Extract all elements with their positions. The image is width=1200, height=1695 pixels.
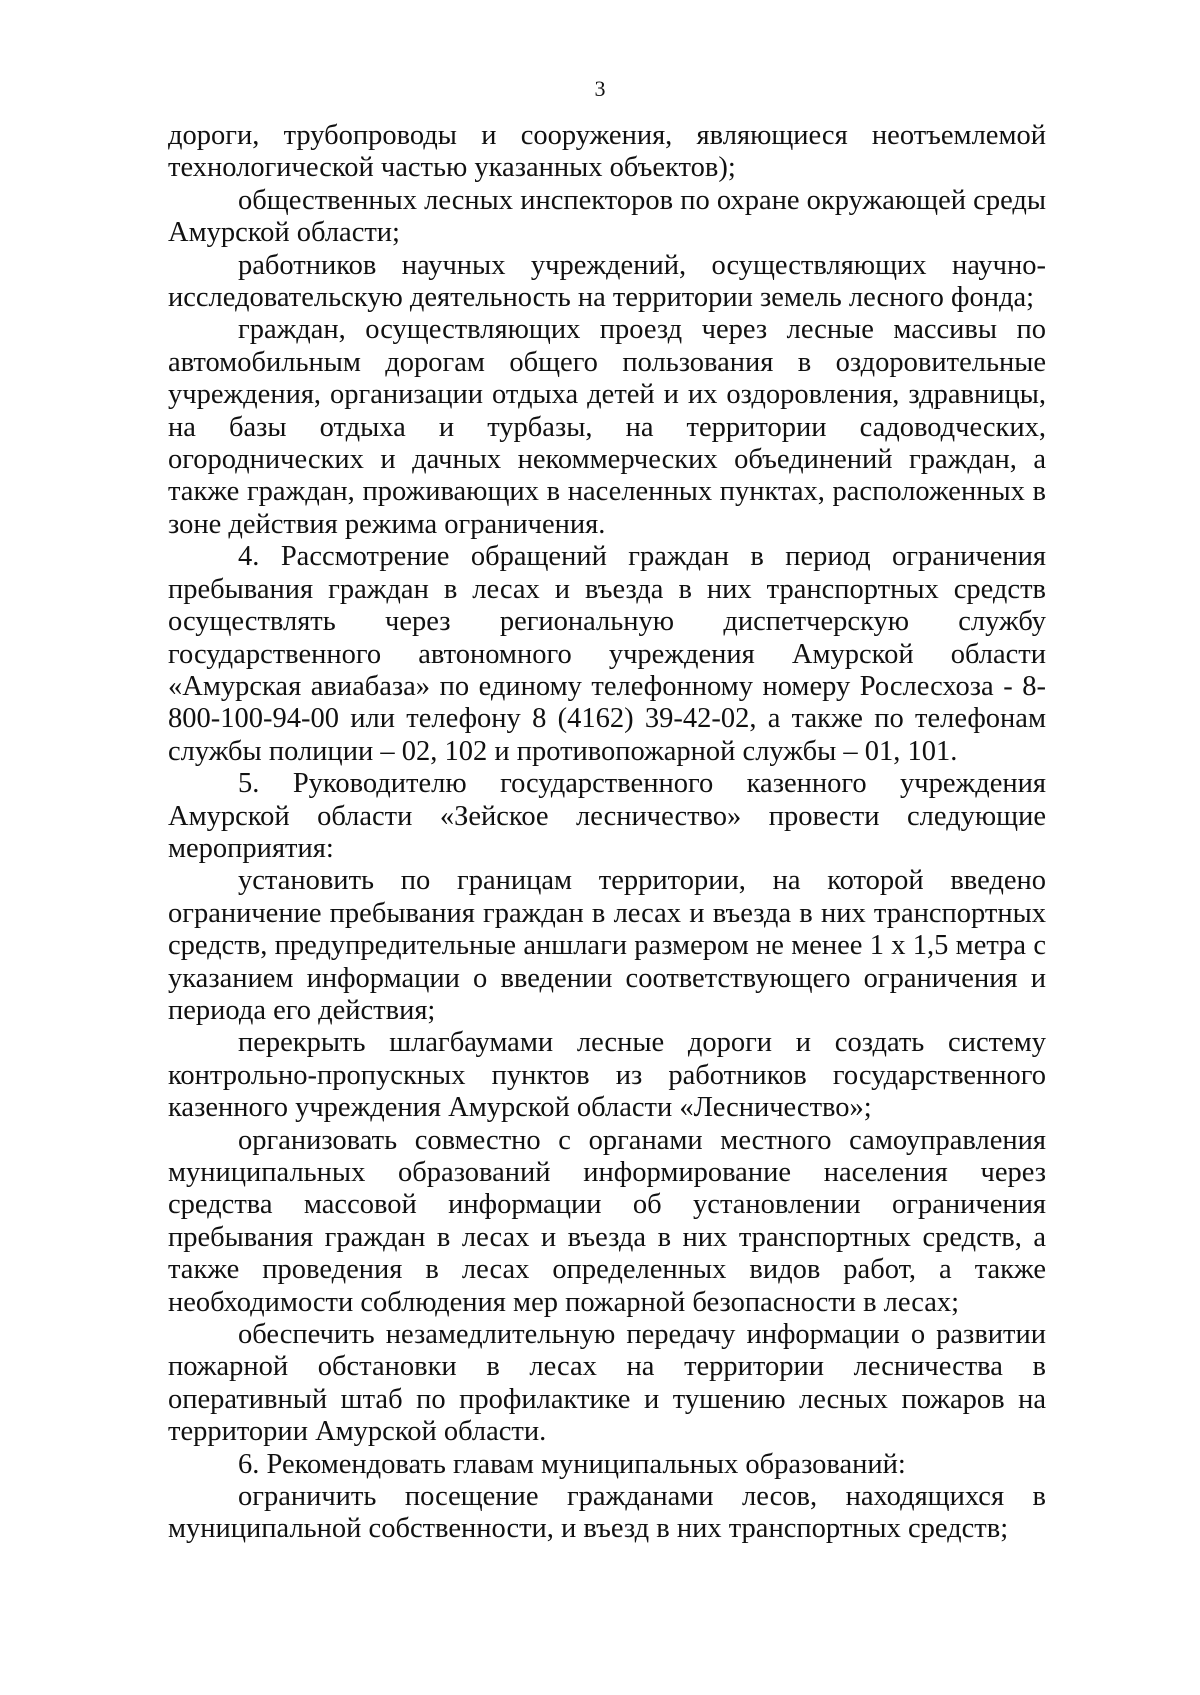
paragraph-2: общественных лесных инспекторов по охране окружающей среды Амурской области; [168,184,1046,249]
paragraph-12: ограничить посещение гражданами лесов, находящихся в муниципальной собственности, и въезд в них транспортных средств; [168,1481,1046,1545]
paragraph-4: граждан, осуществляющих проезд через лесные массивы по автомобильным дорогам общего пользования в оздоровительные учреждения, организации отдыха детей и их оздоровления, здравницы, на базы отдыха и турбазы, на территории садоводческих, огороднических и дачных некоммерческих объединений граждан, а также граждан, проживающих в населенных пунктах, расположенных в зоне действия режима ограничения. [168,314,1046,540]
paragraph-1: дороги, трубопроводы и сооружения, являющиеся неотъемлемой технологической частью указанных объектов); [168,120,1046,184]
paragraph-10: обеспечить незамедлительную передачу информации о развитии пожарной обстановки в лесах на территории лесничества в оперативный штаб по профилактике и тушению лесных пожаров на территории Амурской области. [168,1319,1046,1448]
paragraph-8: перекрыть шлагбаумами лесные дороги и создать систему контрольно-пропускных пунктов из работников государственного казенного учреждения Амурской области «Лесничество»; [168,1027,1046,1124]
page-number: 3 [594,76,606,101]
paragraph-11: 6. Рекомендовать главам муниципальных образований: [238,1448,906,1480]
paragraph-7: установить по границам территории, на которой введено ограничение пребывания граждан в лесах и въезда в них транспортных средств, предупредительные аншлаги размером не менее 1 х 1,5 метра с указанием информации о введении соответствующего ограничения и периода его действия; [168,865,1046,1026]
paragraph-9: организовать совместно с органами местного самоуправления муниципальных образований информирование населения через средства массовой информации об установлении ограничения пребывания граждан в лесах и въезда в них транспортных средств, а также проведения в лесах определенных видов работ, а также необходимости соблюдения мер пожарной безопасности в лесах; [168,1124,1046,1318]
document-body [168,120,1046,1546]
paragraph-3: работников научных учреждений, осуществляющих научно-исследовательскую деятельность на территории земель лесного фонда; [168,249,1046,314]
paragraph-5: 4. Рассмотрение обращений граждан в период ограничения пребывания граждан в лесах и въезда в них транспортных средств осуществлять через региональную диспетчерскую службу государственного автономного учреждения Амурской области «Амурская авиабаза» по единому телефонному номеру Рослесхоза - 8-800-100-94-00 или телефону 8 (4162) 39-42-02, а также по телефонам службы полиции – 02, 102 и противопожарной службы – 01, 101. [168,541,1046,767]
paragraph-6: 5. Руководителю государственного казенного учреждения Амурской области «Зейское лесничество» провести следующие мероприятия: [168,768,1046,864]
